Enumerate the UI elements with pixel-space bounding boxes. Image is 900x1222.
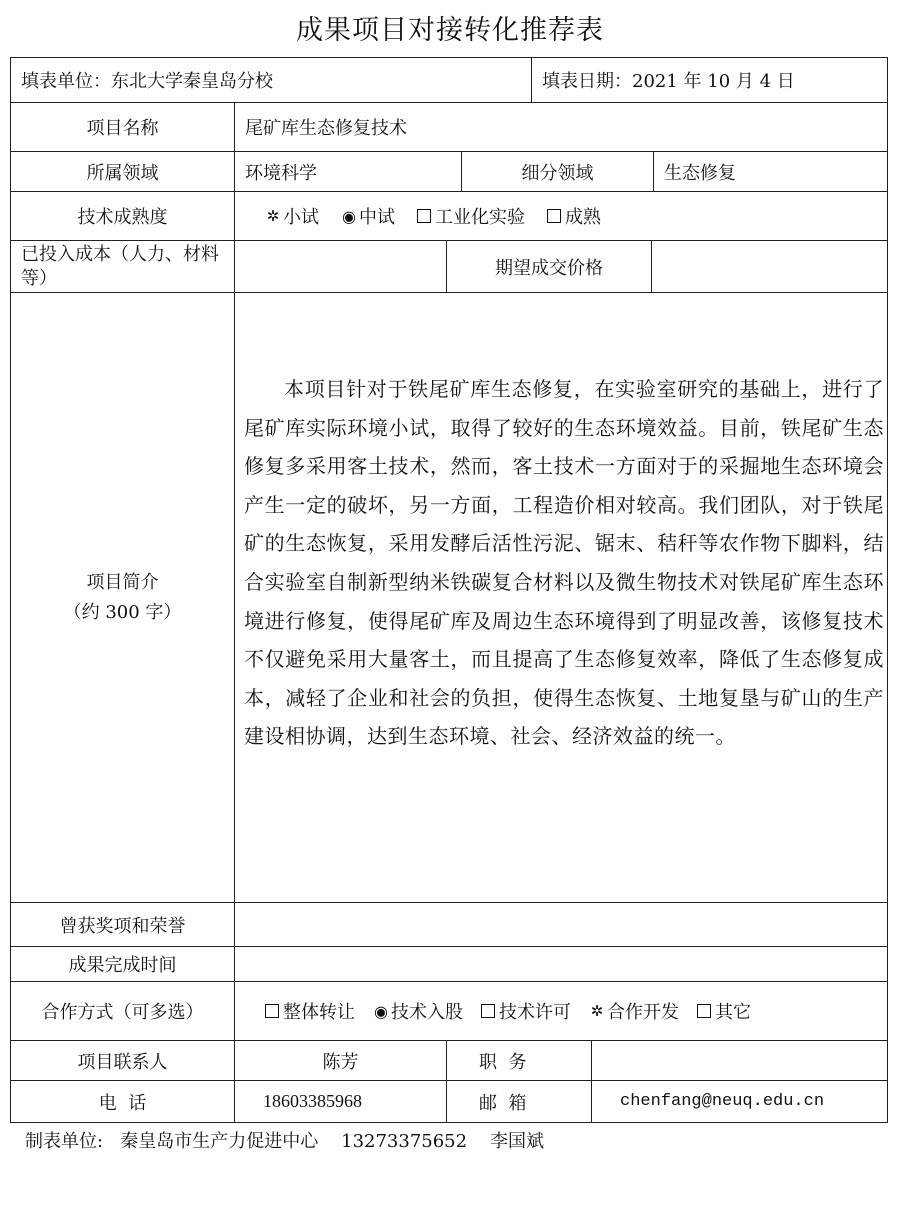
post-value xyxy=(592,1041,888,1081)
maturity-option-mature[interactable]: 成熟 xyxy=(547,203,601,229)
cooperation-option-equity[interactable]: ◉ 技术入股 xyxy=(374,1001,463,1023)
email-label: 邮 箱 xyxy=(447,1081,592,1123)
cooperation-options xyxy=(235,982,888,1041)
expected-price-value xyxy=(652,241,888,293)
maturity-option-mid[interactable]: ◉ 中试 xyxy=(342,206,395,228)
fill-unit-text: 填表单位：东北大学秦皇岛分校 xyxy=(21,71,273,92)
cooperation-label: 合作方式（可多选） xyxy=(10,982,235,1041)
contact-value: 陈芳 xyxy=(235,1041,447,1081)
checkbox-icon xyxy=(265,1004,279,1018)
completion-label: 成果完成时间 xyxy=(10,947,235,982)
sub-field-value: 生态修复 xyxy=(654,152,888,192)
field-value: 环境科学 xyxy=(235,152,462,192)
intro-label xyxy=(10,293,235,903)
awards-value xyxy=(235,903,888,947)
fill-unit-cell xyxy=(10,57,532,103)
cooperation-option-license[interactable]: 技术许可 xyxy=(481,998,571,1024)
maturity-label: 技术成熟度 xyxy=(10,192,235,241)
intro-text: 本项目针对于铁尾矿库生态修复，在实验室研究的基础上，进行了尾矿库实际环境小试，取得了较好的生态环境效益。目前，铁尾矿生态修复多采用客土技术，然而，客土技术一方面对于的采掘地生态环境会产生一定的破坏，另一方面，工程造价相对较高。我们团队，对于铁尾矿的生态恢复，采用发酵后活性污泥、锯末、秸秆等农作物下脚料，结合实验室自制新型纳米铁碳复合材料以及微生物技术对铁尾矿库生态环境进行修复，使得尾矿库及周边生态环境得到了明显改善，该修复技术不仅避免采用大量客土，而且提高了生态修复效率，降低了生态修复成本，减轻了企业和社会的负担，使得生态恢复、土地复垦与矿山的生产建设相协调，达到生态环境、社会、经济效益的统一。 xyxy=(244,377,884,749)
expected-price-label: 期望成交价格 xyxy=(447,241,652,293)
fill-date-text: 填表日期：2021 年 10 月 4 日 xyxy=(542,71,795,92)
gear-icon: ✲ xyxy=(590,1002,604,1020)
cost-label: 已投入成本（人力、材料等） xyxy=(10,241,235,293)
selected-circle-icon: ◉ xyxy=(374,1001,388,1021)
cooperation-option-joint[interactable]: ✲ 合作开发 xyxy=(590,1002,679,1023)
selected-circle-icon: ◉ xyxy=(342,206,356,226)
form-title: 成果项目对接转化推荐表 xyxy=(296,15,604,46)
cooperation-option-other[interactable]: 其它 xyxy=(697,998,751,1024)
email-value: chenfang@neuq.edu.cn xyxy=(592,1081,888,1123)
intro-label-line2: （约 300 字） xyxy=(63,601,182,623)
field-label: 所属领域 xyxy=(10,152,235,192)
intro-label-line1: 项目简介 xyxy=(86,571,159,593)
phone-value: 18603385968 xyxy=(235,1081,447,1123)
awards-label: 曾获奖项和荣誉 xyxy=(10,903,235,947)
maturity-option-industrial[interactable]: 工业化实验 xyxy=(417,203,525,229)
maturity-option-pilot[interactable]: ✲ 小试 xyxy=(266,207,319,228)
fill-date-cell xyxy=(532,57,888,103)
checkbox-icon xyxy=(697,1004,711,1018)
project-name-value: 尾矿库生态修复技术 xyxy=(235,103,888,152)
project-name-label: 项目名称 xyxy=(10,103,235,152)
contact-label: 项目联系人 xyxy=(10,1041,235,1081)
phone-label: 电 话 xyxy=(10,1081,235,1123)
footer-note: 制表单位: 秦皇岛市生产力促进中心 13273375652 李国斌 xyxy=(25,1131,544,1152)
cost-value xyxy=(235,241,447,293)
checkbox-icon xyxy=(547,209,561,223)
sub-field-label: 细分领域 xyxy=(462,152,654,192)
completion-value xyxy=(235,947,888,982)
post-label: 职 务 xyxy=(447,1041,592,1081)
gear-icon: ✲ xyxy=(266,207,280,225)
checkbox-icon xyxy=(481,1004,495,1018)
cooperation-option-transfer[interactable]: 整体转让 xyxy=(265,998,355,1024)
maturity-options xyxy=(235,192,888,241)
checkbox-icon xyxy=(417,209,431,223)
